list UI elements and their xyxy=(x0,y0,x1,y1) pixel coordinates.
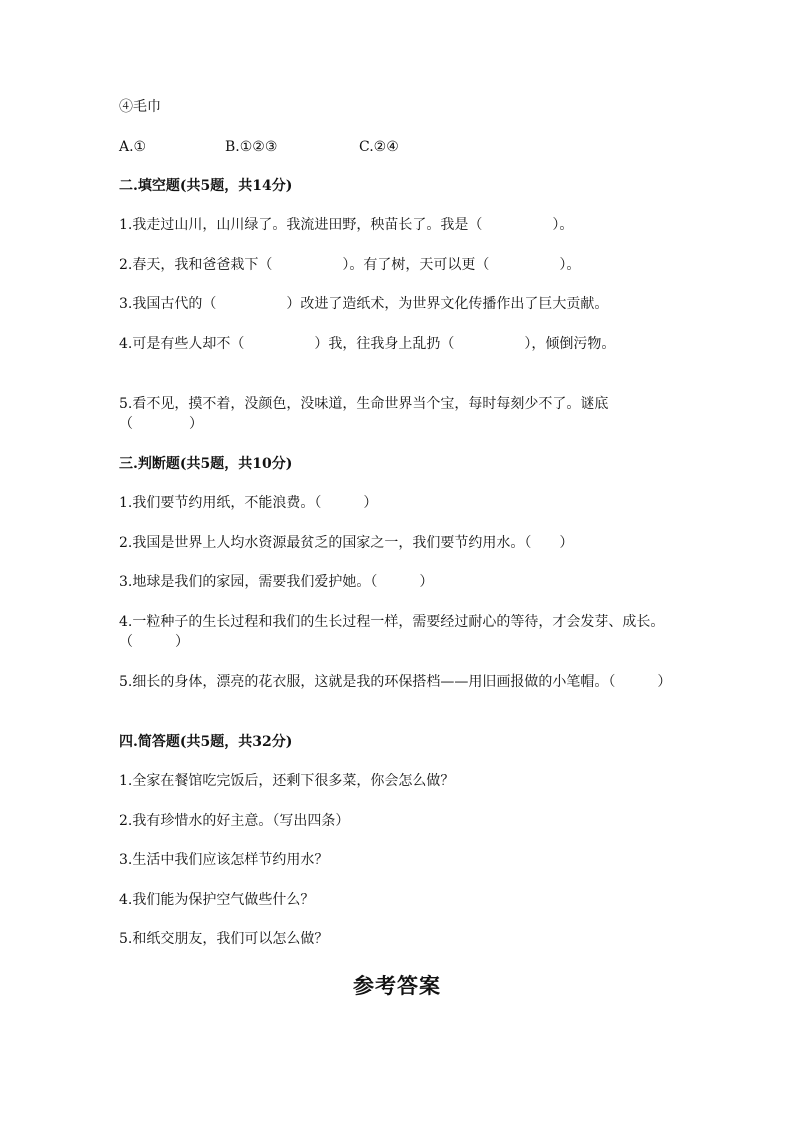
option-b: B.①②③ xyxy=(225,139,278,155)
question-item: 2.我有珍惜水的好主意。（写出四条） xyxy=(119,813,350,829)
question-item: 1.我们要节约用纸，不能浪费。（ ） xyxy=(119,495,378,511)
question-item: 2.我国是世界上人均水资源最贫乏的国家之一，我们要节约用水。（ ） xyxy=(119,535,574,551)
question-item: 4.我们能为保护空气做些什么？ xyxy=(119,892,315,908)
section2-heading: 二.填空题(共5题，共14分) xyxy=(119,178,293,194)
question-item: 4.一粒种子的生长过程和我们的生长过程一样，需要经过耐心的等待，才会发芽、成长。（ ） xyxy=(119,614,665,650)
question-item: 1.全家在餐馆吃完饭后，还剩下很多菜，你会怎么做？ xyxy=(119,773,455,789)
question-item: 3.我国古代的（ ）改进了造纸术，为世界文化传播作出了巨大贡献。 xyxy=(119,296,609,312)
option-c: C.②④ xyxy=(359,139,399,155)
question-item: 5.看不见，摸不着，没颜色，没味道，生命世界当个宝，每时每刻少不了。谜底（ ） xyxy=(119,396,609,432)
options-row xyxy=(119,137,679,157)
question-item: 5.和纸交朋友，我们可以怎么做？ xyxy=(119,931,329,947)
top-item: ④毛巾 xyxy=(119,99,161,115)
question-item: 5.细长的身体，漂亮的花衣服，这就是我的环保搭档——用旧画报做的小笔帽。（ ） xyxy=(119,674,672,690)
section3-heading: 三.判断题(共5题，共10分) xyxy=(119,456,293,472)
answer-title: 参考答案 xyxy=(353,973,441,998)
option-a: A.① xyxy=(119,139,147,155)
question-item: 2.春天，我和爸爸栽下（ ）。有了树，天可以更（ ）。 xyxy=(119,257,581,273)
question-item: 1.我走过山川，山川绿了。我流进田野，秧苗长了。我是（ ）。 xyxy=(119,217,574,233)
question-item: 3.地球是我们的家园，需要我们爱护她。（ ） xyxy=(119,574,434,590)
question-item: 3.生活中我们应该怎样节约用水？ xyxy=(119,852,329,868)
section4-heading: 四.简答题(共5题，共32分) xyxy=(119,734,293,750)
question-item: 4.可是有些人却不（ ）我，往我身上乱扔（ ），倾倒污物。 xyxy=(119,336,616,352)
